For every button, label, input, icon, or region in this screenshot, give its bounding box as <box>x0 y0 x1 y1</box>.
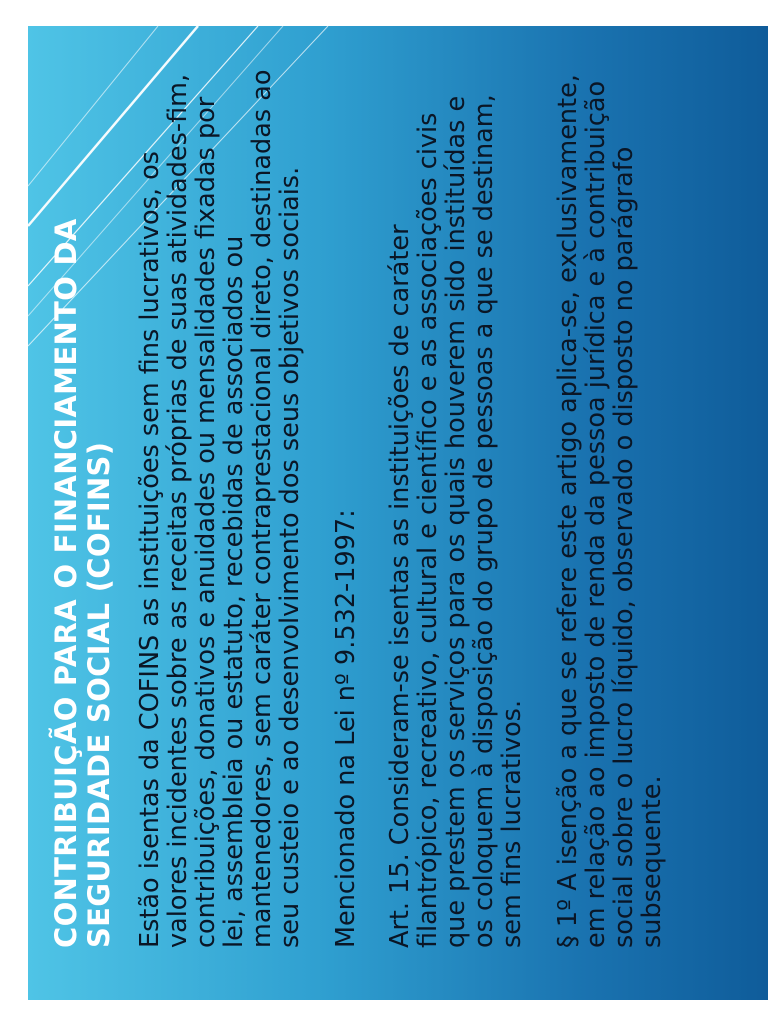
paragraph-cofins-isencao: Estão isentas da COFINS as instituições sem fins lucrativos, os valores incidentes sobre as receitas próprias de suas atividades-fim, contribuições, donativos e anuidades ou mensalidades fixadas por lei, assembleia ou estatuto, recebidas de associados ou mantenedores, sem caráter contraprestacional direto, destinadas ao seu custeio e ao desenvolvimento dos seus objetivos sociais. <box>135 69 305 948</box>
slide-body <box>136 68 694 948</box>
title-line-2: SEGURIDADE SOCIAL (COFINS) <box>82 441 116 948</box>
paragraph-par-1: § 1º A isenção a que se refere este artigo aplica-se, exclusivamente, em relação ao imposto de renda da pessoa jurídica e à contribuição social sobre o lucro líquido, observado o disposto no parágrafo subsequente. <box>553 74 667 948</box>
paragraph-lei-mencionada: Mencionado na Lei nº 9.532-1997: <box>331 509 361 948</box>
paragraph-art-15: Art. 15. Consideram-se isentas as instituições de caráter filantrópico, recreativo, cultural e científico e as associações civis que prestem os serviços para os quais houverem sido instituídas e os coloquem à disposição do grupo de pessoas a que se destinam, sem fins lucrativos. <box>385 94 527 948</box>
slide-content-rotated <box>28 26 768 1000</box>
slide <box>28 26 768 1000</box>
slide-title <box>50 68 116 948</box>
title-line-1: CONTRIBUIÇÃO PARA O FINANCIAMENTO DA <box>49 218 83 948</box>
